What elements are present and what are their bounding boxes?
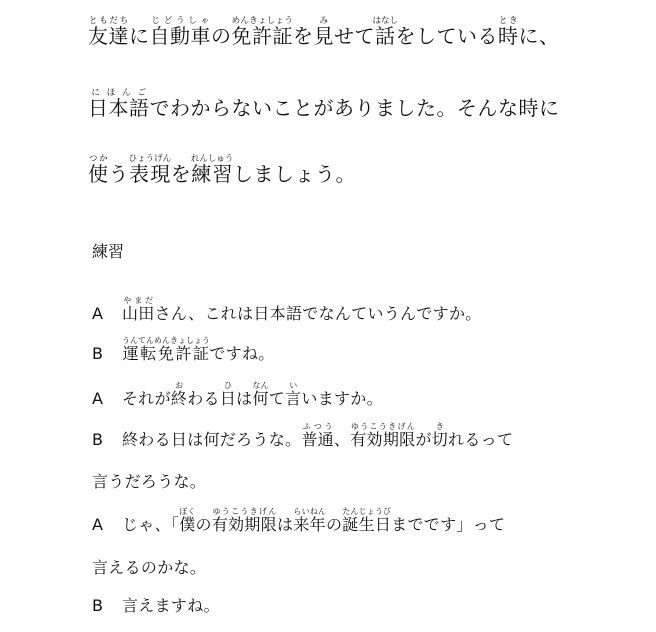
ruby-word — [231, 16, 294, 48]
dialogue-text — [122, 381, 383, 408]
ruby-base: 山田 — [122, 304, 155, 323]
furigana: はなし — [372, 16, 399, 26]
intro-line-3 — [88, 154, 356, 184]
text-run: 終わる日は何だろうな。 — [122, 430, 302, 449]
text-run: ですね。 — [209, 344, 275, 363]
furigana: たんじょうび — [342, 507, 392, 516]
furigana: ひ — [219, 381, 237, 390]
text-run: を — [170, 162, 192, 186]
intro-line-2 — [88, 88, 560, 118]
text-run: しましょう。 — [233, 162, 357, 186]
speaker-label: B — [92, 596, 104, 615]
dialogue-line-5 — [92, 474, 206, 490]
text-run: の — [195, 515, 212, 534]
ruby-word — [498, 16, 519, 48]
ruby-word — [122, 336, 210, 363]
speaker-label: A — [92, 389, 104, 408]
ruby-word — [179, 507, 196, 534]
ruby-base: 使 — [88, 162, 109, 186]
dialogue-line-1 — [92, 296, 482, 322]
ruby-word — [431, 422, 449, 449]
furigana: ふつう — [301, 422, 334, 431]
speaker-label: B — [92, 344, 104, 363]
dialogue-line-6 — [92, 507, 505, 533]
ruby-word — [128, 154, 172, 186]
furigana: にほんご — [88, 88, 150, 98]
text-run: を — [293, 24, 314, 48]
text-run: までです」って — [391, 515, 506, 534]
dialogue-text — [92, 558, 206, 577]
ruby-base: 僕 — [179, 515, 196, 534]
furigana: い — [285, 381, 302, 390]
text-run: れるって — [448, 430, 514, 449]
furigana: き — [431, 422, 449, 431]
dialogue-text — [92, 472, 206, 491]
text-run: 言えるのかな。 — [92, 558, 207, 577]
text-run: いますか。 — [301, 389, 383, 408]
ruby-word — [301, 422, 334, 449]
furigana: めんきょしょう — [231, 16, 293, 26]
ruby-word — [293, 507, 326, 534]
dialogue-text — [122, 336, 275, 363]
furigana: ぼく — [179, 507, 196, 516]
text-run: それが — [122, 389, 171, 408]
ruby-base: 何 — [252, 389, 269, 408]
furigana: うんてんめんきょしょう — [122, 336, 210, 345]
ruby-base: 免許証 — [231, 24, 293, 48]
dialogue-text — [122, 596, 220, 615]
furigana: ゆうこうきげん — [350, 422, 416, 431]
furigana: やまだ — [122, 296, 155, 305]
furigana: ともだち — [88, 16, 129, 26]
furigana: じどうしゃ — [149, 16, 211, 26]
ruby-base: 話 — [372, 24, 398, 48]
ruby-word — [211, 507, 278, 534]
ruby-base: 運転免許証 — [122, 344, 210, 363]
ruby-word — [149, 16, 212, 48]
ruby-word — [285, 381, 302, 408]
ruby-base: 日本語 — [88, 96, 150, 120]
intro-line-1 — [88, 16, 560, 46]
furigana: み — [313, 16, 334, 26]
ruby-word — [190, 154, 234, 186]
ruby-base: 来年 — [293, 515, 326, 534]
dialogue-line-4 — [92, 422, 513, 448]
text-run: をしている — [395, 24, 498, 48]
dialogue-text — [122, 507, 506, 534]
ruby-base: 普通 — [301, 430, 334, 449]
ruby-word — [170, 381, 188, 408]
speaker-label: A — [92, 515, 104, 534]
dialogue-line-8 — [92, 598, 220, 614]
ruby-base: 切 — [431, 430, 449, 449]
text-run: の — [211, 24, 232, 48]
text-run: が — [415, 430, 432, 449]
furigana: なん — [252, 381, 269, 390]
dialogue-line-7 — [92, 560, 206, 576]
ruby-word — [122, 296, 155, 323]
text-run: せて — [334, 24, 375, 48]
ruby-word — [342, 507, 392, 534]
text-run: じゃ、「 — [122, 515, 180, 534]
speaker-label: B — [92, 430, 104, 449]
furigana: れんしゅう — [190, 154, 234, 164]
ruby-base: 見 — [313, 24, 334, 48]
speaker-label: A — [92, 304, 104, 323]
text-run: て — [268, 389, 286, 408]
ruby-base: 言 — [285, 389, 302, 408]
text-run: わる — [187, 389, 220, 408]
furigana: ひょうげん — [128, 154, 172, 164]
furigana: らいねん — [293, 507, 326, 516]
ruby-word — [372, 16, 399, 48]
furigana: お — [170, 381, 188, 390]
furigana: つか — [88, 154, 109, 164]
ruby-base: 練習 — [190, 162, 234, 186]
dialogue-text — [122, 422, 514, 449]
text-run: に — [129, 24, 150, 48]
ruby-base: 時 — [498, 24, 519, 48]
dialogue-line-2 — [92, 336, 275, 362]
dialogue-text — [122, 296, 482, 323]
ruby-word — [88, 16, 129, 48]
text-run: う — [108, 162, 129, 186]
ruby-word — [252, 381, 269, 408]
dialogue-line-3 — [92, 381, 383, 407]
ruby-word — [313, 16, 335, 48]
text-run: 言えますね。 — [122, 596, 220, 615]
ruby-word — [88, 88, 150, 120]
ruby-word — [219, 381, 237, 408]
furigana: ゆうこうきげん — [211, 507, 278, 516]
ruby-base: 日 — [219, 389, 237, 408]
ruby-base: 自動車 — [149, 24, 211, 48]
text-run: 、 — [333, 430, 351, 449]
practice-heading: 練習 — [92, 242, 125, 261]
text-run: の — [325, 515, 343, 534]
text-run: に、 — [518, 24, 560, 48]
ruby-base: 終 — [170, 389, 188, 408]
ruby-base: 友達 — [88, 24, 129, 48]
ruby-word — [88, 154, 109, 186]
text-run: でわからないことがありました。そんな時に — [149, 96, 560, 120]
text-run: は — [277, 515, 294, 534]
ruby-word — [350, 422, 416, 449]
furigana: とき — [498, 16, 519, 26]
text-run: さん、これは日本語でなんていうんですか。 — [154, 304, 482, 323]
text-run: は — [236, 389, 253, 408]
ruby-base: 表現 — [128, 162, 172, 186]
ruby-base: 有効期限 — [350, 430, 416, 449]
text-run: 言うだろうな。 — [92, 472, 207, 491]
ruby-base: 誕生日 — [342, 515, 392, 534]
ruby-base: 有効期限 — [211, 515, 278, 534]
